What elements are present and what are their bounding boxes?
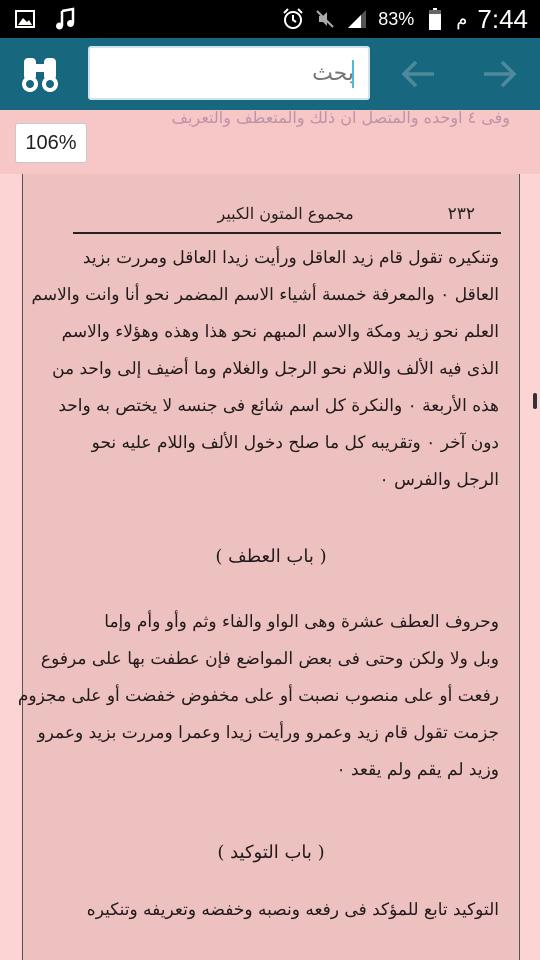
text-line: الذى فيه الألف واللام نحو الرجل والغلام وما أضيف إلى واحد من — [52, 359, 499, 379]
signal-icon — [346, 8, 368, 30]
scrollbar-thumb[interactable] — [533, 393, 537, 409]
status-bar — [0, 0, 540, 38]
text-line: العلم نحو زيد ومكة والاسم المبهم نحو هذا وهذه وهؤلاء والاسم — [61, 322, 499, 342]
page-header — [69, 204, 475, 228]
status-right — [282, 0, 528, 38]
text-line: رفعت أو على منصوب نصبت أو على مخفوض خفضت أو على مجزوم — [17, 686, 499, 706]
paragraph-tawkid — [69, 892, 499, 929]
gallery-icon — [14, 8, 36, 30]
text-line: وزيد لم يقم ولم يقعد ٠ — [336, 760, 499, 780]
search-input[interactable] — [90, 48, 368, 98]
top-toolbar — [0, 38, 540, 110]
paragraph-nakira — [31, 240, 499, 499]
alarm-icon — [282, 8, 304, 30]
text-line: وبل ولا ولكن وحتى فى بعض المواضع فإن عطفت بها على مرفوع — [40, 649, 499, 669]
battery-percent: 83% — [378, 8, 415, 29]
text-line: دون آخر ٠ وتقريبه كل ما صلح دخول الألف واللام عليه نحو — [91, 433, 499, 453]
zoom-level-badge[interactable]: 106% — [15, 123, 87, 163]
status-left-icons — [14, 8, 76, 30]
text-line: جزمت تقول قام زيد وعمرو ورأيت زيدا وعمرا ومررت بزيد وعمرو — [37, 723, 499, 743]
text-line: العاقل ٠ والمعرفة خمسة أشياء الاسم المضمر نحو أنا وانت والاسم — [31, 285, 499, 305]
search-box[interactable] — [88, 46, 370, 100]
arrow-right-icon[interactable] — [480, 54, 520, 94]
chapter-title-atf: ( باب العطف ) — [215, 546, 327, 567]
text-line: الرجل والفرس ٠ — [379, 470, 499, 490]
header-rule — [73, 232, 501, 234]
page-frame — [17, 174, 520, 960]
binoculars-icon[interactable] — [18, 52, 62, 96]
bleed-through-text: وفى ٤ اوحده والمتصل ان ذلك والمتعطف والتعريف — [171, 108, 510, 127]
mute-icon — [314, 8, 336, 30]
text-line: هذه الأربعة ٠ والنكرة كل اسم شائع فى جنسه لا يختص به واحد — [58, 396, 499, 416]
running-title: مجموع المتون الكبير — [217, 204, 354, 223]
music-icon — [54, 8, 76, 30]
arrow-left-icon[interactable] — [398, 54, 438, 94]
paragraph-atf — [17, 604, 499, 789]
book-page[interactable] — [17, 174, 520, 960]
clock-time: 7:44 — [477, 3, 528, 34]
chapter-title-tawkid: ( باب التوكيد ) — [217, 842, 325, 863]
battery-icon — [424, 8, 446, 30]
text-caret — [352, 60, 354, 88]
page-number: ٢٣٢ — [447, 204, 475, 224]
text-line: التوكيد تابع للمؤكد فى رفعه ونصبه وخفضه وتعريفه وتنكيره — [86, 900, 499, 920]
time-ampm: م — [456, 8, 468, 29]
text-line: وحروف العطف عشرة وهى الواو والفاء وثم وأو وأم وإما — [104, 612, 499, 632]
text-line: وتنكيره تقول قام زيد العاقل ورأيت زيدا العاقل ومررت بزيد — [82, 248, 499, 268]
